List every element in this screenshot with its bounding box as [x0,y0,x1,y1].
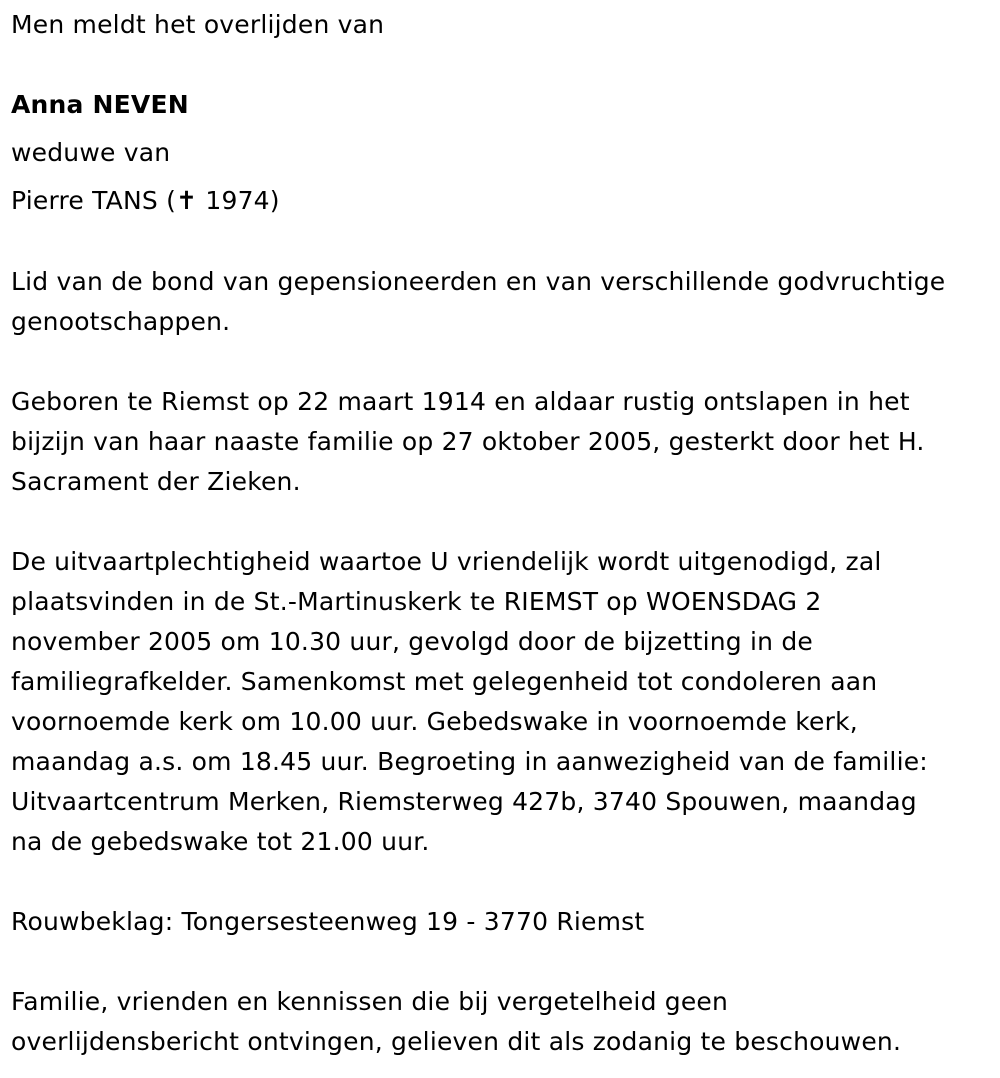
spouse-line [11,186,280,216]
birth-death-line: Sacrament der Zieken. [11,467,301,496]
spouse-name: Pierre TANS ( [11,186,177,215]
funeral-line: De uitvaartplechtigheid waartoe U vriendelijk wordt uitgenodigd, zal [11,547,882,576]
birth-death-line: bijzijn van haar naaste familie op 27 oktober 2005, gesterkt door het H. [11,427,925,456]
closing-line: overlijdensbericht ontvingen, gelieven dit als zodanig te beschouwen. [11,1027,902,1056]
membership-line: Lid van de bond van gepensioneerden en van verschillende godvruchtige [11,267,946,296]
membership-line: genootschappen. [11,307,231,336]
funeral-line: na de gebedswake tot 21.00 uur. [11,827,430,856]
funeral-line: november 2005 om 10.30 uur, gevolgd door de bijzetting in de [11,627,814,656]
funeral-line: voornoemde kerk om 10.00 uur. Gebedswake in voornoemde kerk, [11,707,858,736]
mourning-address: Rouwbeklag: Tongersesteenweg 19 - 3770 Riemst [11,907,645,936]
funeral-line: plaatsvinden in de St.-Martinuskerk te RIEMST op WOENSDAG 2 [11,587,822,616]
deceased-name: Anna NEVEN [11,90,189,119]
closing-line: Familie, vrienden en kennissen die bij vergetelheid geen [11,987,729,1016]
spouse-death-year: 1974) [197,186,280,215]
funeral-line: maandag a.s. om 18.45 uur. Begroeting in aanwezigheid van de familie: [11,747,928,776]
cross-icon: ✝ [176,186,198,215]
funeral-line: familiegrafkelder. Samenkomst met gelegenheid tot condoleren aan [11,667,878,696]
intro-text: Men meldt het overlijden van [11,10,385,39]
funeral-line: Uitvaartcentrum Merken, Riemsterweg 427b, 3740 Spouwen, maandag [11,787,917,816]
relation-text: weduwe van [11,138,171,167]
birth-death-line: Geboren te Riemst op 22 maart 1914 en aldaar rustig ontslapen in het [11,387,910,416]
